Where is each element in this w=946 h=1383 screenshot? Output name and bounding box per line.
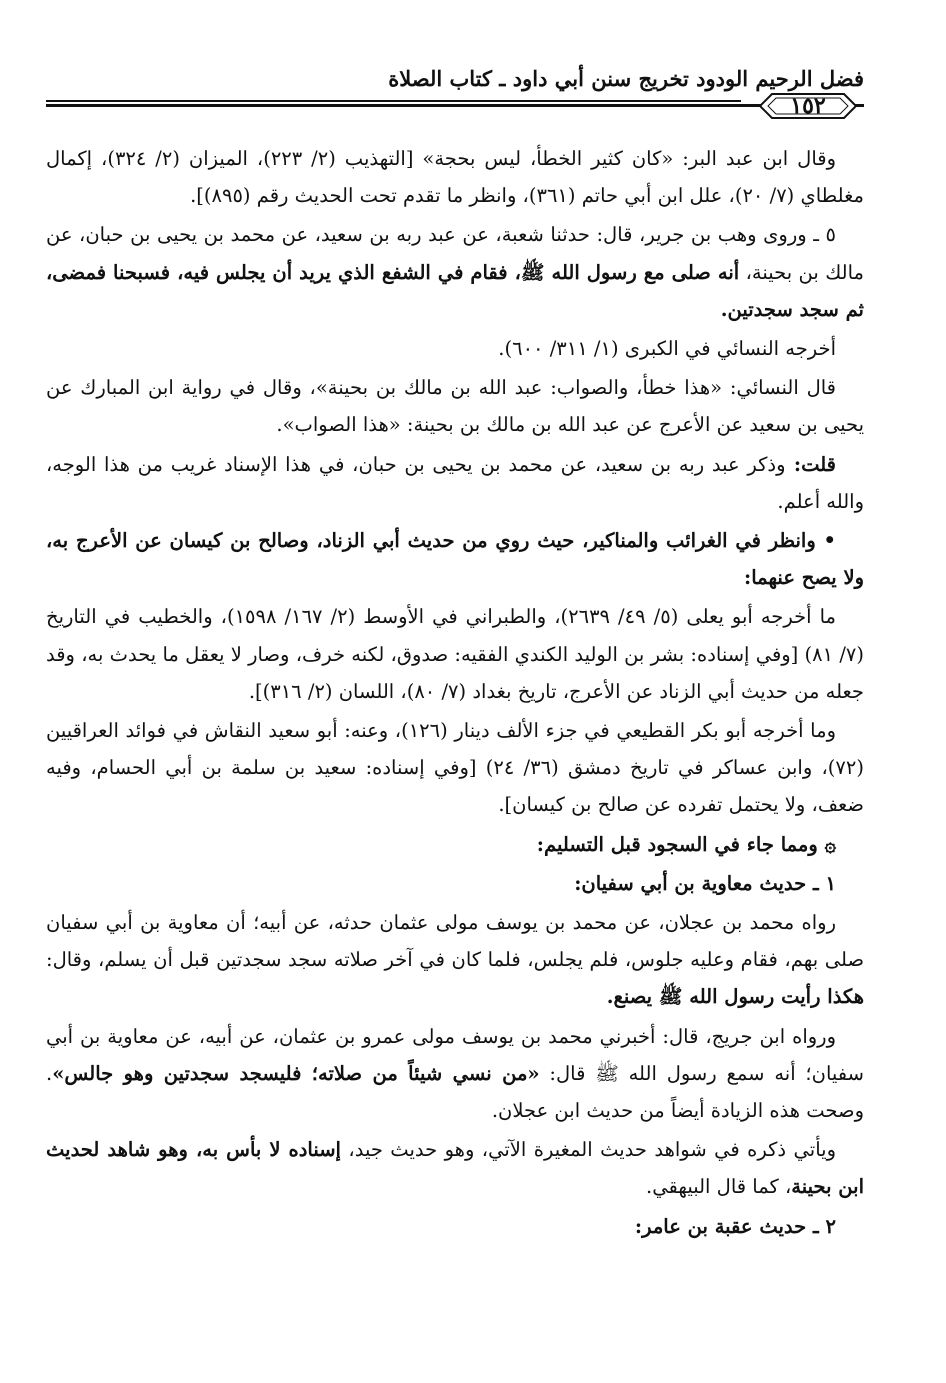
page-number-box [758, 92, 858, 120]
subsection-heading [46, 1208, 864, 1245]
text-run-bold: ۞ ومما جاء في السجود قبل التسليم: [536, 832, 836, 856]
page-number-bar [46, 92, 864, 120]
paragraph [46, 522, 864, 596]
pagebar-line-bottom [46, 106, 741, 107]
paragraph [46, 598, 864, 710]
text-run-bold: «من نسي شيئاً من صلاته؛ فليسجد سجدتين وهو جالس» [52, 1061, 540, 1085]
paragraph [46, 1131, 864, 1205]
header-title: فضل الرحيم الودود تخريج سنن أبي داود ـ كتاب الصلاة [388, 66, 864, 91]
text-run: ويأتي ذكره في شواهد حديث المغيرة الآتي، وهو حديث جيد، [340, 1138, 836, 1162]
text-run-bold: قلت: [785, 452, 836, 476]
paragraph [46, 369, 864, 443]
text-run: ما أخرجه أبو يعلى (٥/ ٤٩/ ٢٦٣٩)، والطبراني في الأوسط (٢/ ١٦٧/ ١٥٩٨)، والخطيب في التاريخ (٧/ ٨١) [وفي إسناده: بشر بن الوليد الكندي الفقيه: صدوق، لكنه خرف، وصار لا يعقل ما يحدث به، وقد جعله من حديث أبي الزناد عن الأعرج، تاريخ بغداد (٧/ ٨٠)، اللسان (٢/ ٣١٦)]. [46, 605, 864, 703]
paragraph [46, 330, 864, 367]
paragraph [46, 1018, 864, 1130]
text-run: وقال ابن عبد البر: «كان كثير الخطأ، ليس بحجة» [التهذيب (٢/ ٢٢٣)، الميزان (٢/ ٣٢٤)، إكمال مغلطاي (٧/ ٢٠)، علل ابن أبي حاتم (٣٦١)، وانظر ما تقدم تحت الحديث رقم (٨٩٥)]. [46, 147, 864, 208]
text-run-bold: أنه صلى مع رسول الله ﷺ، فقام في الشفع الذي يريد أن يجلس فيه، فسبحنا فمضى، ثم سجد سجدتين. [46, 260, 864, 321]
text-run: ٥ ـ وروى وهب بن جرير، قال: حدثنا شعبة، عن عبد ربه بن سعيد، عن محمد بن يحيى بن حبان، عن مالك بن بحينة، [46, 223, 864, 284]
text-run: ورواه ابن جريج، قال: أخبرني محمد بن يوسف مولى عمرو بن عثمان، عن أبيه، عن معاوية بن أبي سفيان؛ أنه سمع رسول الله ﷺ قال: [46, 1024, 864, 1085]
text-run: وذكر عبد ربه بن سعيد، عن محمد بن يحيى بن حبان، في هذا الإسناد غريب من هذا الوجه، والله أعلم. [46, 452, 864, 513]
text-run: ، كما قال البيهقي. [646, 1175, 792, 1199]
section-heading [46, 826, 864, 863]
text-run: . وصحت هذه الزيادة أيضاً من حديث ابن عجلان. [46, 1061, 864, 1123]
pagebar-line-top [46, 100, 741, 102]
main-text [46, 140, 864, 1247]
text-run: أخرجه النسائي في الكبرى (١/ ٣١١/ ٦٠٠). [498, 337, 836, 361]
text-run: رواه محمد بن عجلان، عن محمد بن يوسف مولى عثمان حدثه، عن أبيه؛ أن معاوية بن أبي سفيان صلى بهم، فقام وعليه جلوس، فلم يجلس، فلما كان في آخر صلاته سجد سجدتين قبل أن يسلم، وقال: [46, 911, 864, 972]
page-number: ١٥٢ [790, 93, 826, 119]
paragraph [46, 446, 864, 520]
text-run-bold: هكذا رأيت رسول الله ﷺ يصنع. [606, 985, 864, 1009]
text-run-bold: إسناده لا بأس به، وهو شاهد لحديث ابن بحينة [46, 1138, 864, 1199]
text-run: وما أخرجه أبو بكر القطيعي في جزء الألف دينار (١٢٦)، وعنه: أبو سعيد النقاش في فوائد العراقيين (٧٢)، وابن عساكر في تاريخ دمشق (٣٦/ ٢٤) [وفي إسناده: سعيد بن سلمة بن أبي الحسام، وفيه ضعف، ولا يحتمل تفرده عن صالح بن كيسان]. [46, 719, 864, 817]
subsection-heading [46, 865, 864, 902]
document-page [46, 0, 864, 1383]
paragraph [46, 712, 864, 824]
text-run: قال النسائي: «هذا خطأ، والصواب: عبد الله بن مالك بن بحينة»، وقال في رواية ابن المبارك عن يحيى بن سعيد عن الأعرج عن عبد الله بن مالك بن بحينة: «هذا الصواب». [46, 376, 864, 437]
paragraph [46, 140, 864, 214]
text-run-bold: ٢ ـ حديث عقبة بن عامر: [634, 1214, 836, 1238]
text-run-bold: • وانظر في الغرائب والمناكير، حيث روي من حديث أبي الزناد، وصالح بن كيسان عن الأعرج به، ولا يصح عنهما: [46, 529, 864, 590]
paragraph [46, 216, 864, 328]
text-run-bold: ١ ـ حديث معاوية بن أبي سفيان: [574, 871, 836, 895]
paragraph [46, 904, 864, 1016]
